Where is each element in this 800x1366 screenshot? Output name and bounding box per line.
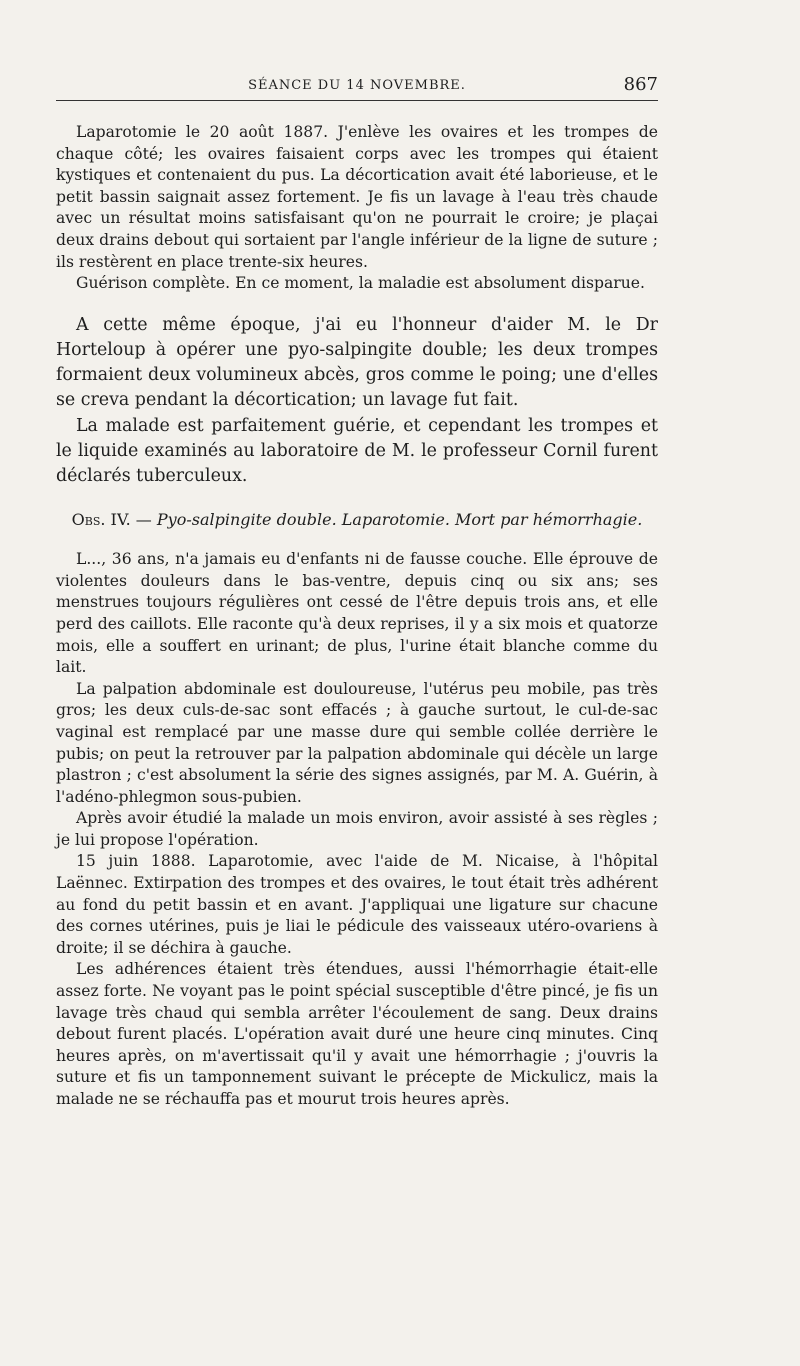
paragraph: Guérison complète. En ce moment, la maladie est absolument disparue. [76,274,645,293]
paragraph: La malade est parfaitement guérie, et cependant les trompes et le liquide examinés au laboratoire de M. le professeur Cornil furent déclarés tuberculeux. [56,415,658,486]
spacer [56,531,658,549]
observation-heading [56,509,658,531]
paragraph: Après avoir étudié la malade un mois environ, avoir assisté à ses règles ; je lui propose l'opération. [56,809,658,849]
spacer [56,489,658,509]
paragraph: A cette même époque, j'ai eu l'honneur d'aider M. le Dr Horteloup à opérer une pyo-salpingite double; les deux trompes formaient deux volumineux abcès, gros comme le poing; une d'elles se creva pendant la décortication; un lavage fut fait. [56,314,658,411]
paragraph: 15 juin 1888. Laparotomie, avec l'aide de M. Nicaise, à l'hôpital Laënnec. Extirpation des trompes et des ovaires, le tout était très adhérent au fond du petit bassin et en avant. J'appliquai une ligature sur chacune des cornes utérines, puis je liai le pédicule des vaisseaux utéro-ovariens à droite; il se déchira à gauche. [56,852,658,957]
paragraph: La palpation abdominale est douloureuse, l'utérus peu mobile, pas très gros; les deux culs-de-sac sont effacés ; à gauche surtout, le cul-de-sac vaginal est remplacé par une masse dure qui semble collée derrière le pubis; on peut la retrouver par la palpation abdominale qui décèle un large plastron ; c'est absolument la série des signes assignés, par M. A. Guérin, à l'adéno-phlegmon sous-pubien. [56,679,658,806]
paragraph: L..., 36 ans, n'a jamais eu d'enfants ni de fausse couche. Elle éprouve de violentes douleurs dans le bas-ventre, depuis cinq ou six ans; ses menstrues toujours régulières ont cessé de l'être depuis trois ans, et elle perd des caillots. Elle raconte qu'à deux reprises, il y a six mois et quatorze mois, elle a souffert en urinant; de plus, l'urine était blanche comme du lait. [56,550,658,677]
page-header [56,76,658,101]
page-number: 867 [623,74,658,95]
observation-label: Obs. IV. [71,510,131,530]
observation-dash: — [130,510,157,530]
spacer [56,295,658,313]
observation-title: Pyo-salpingite double. Laparotomie. Mort par hémorrhagie. [156,510,643,530]
body-text [56,122,658,1111]
paragraph: Laparotomie le 20 août 1887. J'enlève les ovaires et les trompes de chaque côté; les ovaires faisaient corps avec les trompes qui étaient kystiques et contenaient du pus. La décortication avait été laborieuse, et le petit bassin saignait assez fortement. Je fis un lavage à l'eau très chaude avec un résultat moins satisfaisant qu'on ne pourrait le croire; je plaçai deux drains debout qui sortaient par l'angle inférieur de la ligne de suture ; ils restèrent en place trente-six heures. [56,123,658,271]
paragraph: Les adhérences étaient très étendues, aussi l'hémorrhagie était-elle assez forte. Ne voyant pas le point spécial susceptible d'être pincé, je fis un lavage très chaud qui sembla arrêter l'écoulement de sang. Deux drains debout furent placés. L'opération avait duré une heure cinq minutes. Cinq heures après, on m'avertissait qu'il y avait une hémorrhagie ; j'ouvris la suture et fis un tamponnement suivant le précepte de Mickulicz, mais la malade ne se réchauffa pas et mourut trois heures après. [56,960,658,1109]
running-title: SÉANCE DU 14 NOVEMBRE. [248,78,466,93]
